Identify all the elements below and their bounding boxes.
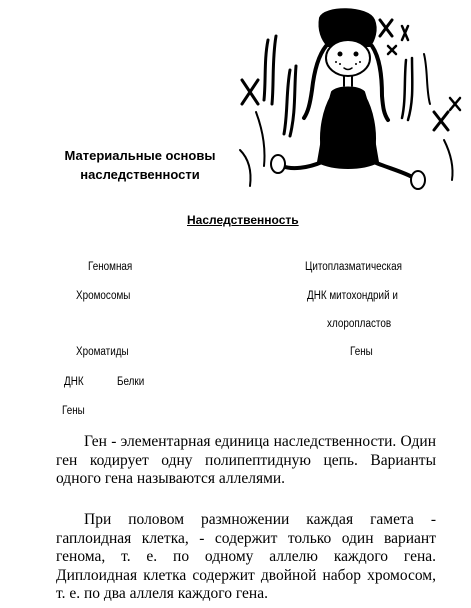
- label-chloroplasts: хлоропластов: [327, 318, 392, 330]
- girl-with-chromosomes-illustration: [228, 0, 471, 200]
- dress: [318, 88, 378, 169]
- title-line-2: наследственности: [80, 167, 200, 182]
- label-cytoplasmic: Цитоплазматическая: [305, 261, 402, 273]
- heredity-heading: Наследственность: [187, 213, 299, 227]
- label-genes-left: Гены: [62, 405, 85, 417]
- label-dna: ДНК: [64, 376, 84, 388]
- label-chromosomes: Хромосомы: [76, 290, 131, 302]
- face: [326, 40, 370, 76]
- page-title: [40, 146, 240, 184]
- title-line-1: Материальные основы: [64, 148, 216, 163]
- label-mito-dna: ДНК митохондрий и: [307, 290, 398, 302]
- label-proteins: Белки: [117, 376, 145, 388]
- paragraph-gene-definition: Ген - элементарная единица наследственности. Один ген кодирует одну полипептидную цепь. Варианты одного гена называются аллелями.: [56, 433, 436, 487]
- label-genomic: Геномная: [88, 261, 133, 273]
- paragraph-reproduction: При половом размножении каждая гамета - гаплоидная клетка, - содержит только один вариант генома, т. е. по одному аллелю каждого гена. Диплоидная клетка содержит двойной набор хромосом, т. е. по два аллеля каждого гена.: [56, 511, 436, 602]
- label-genes-right: Гены: [350, 346, 373, 358]
- label-chromatids: Хроматиды: [76, 346, 129, 358]
